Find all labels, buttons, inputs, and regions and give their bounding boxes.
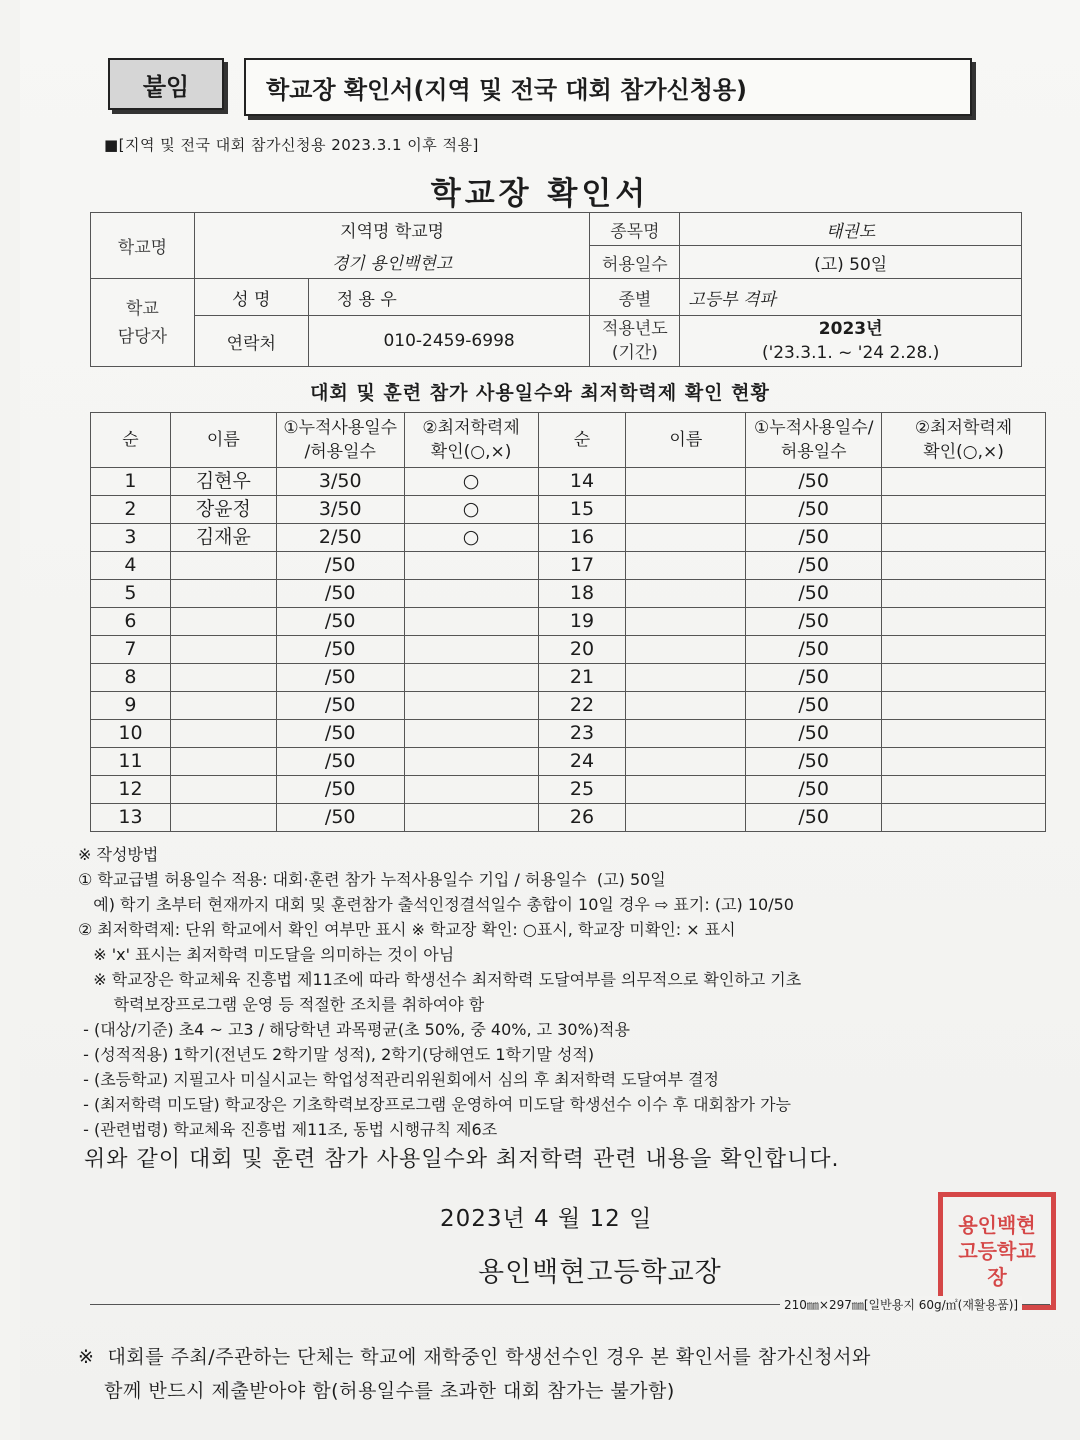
period-range: ('23.3.1. ~ '24 2.28.) <box>761 343 940 363</box>
row-no: 4 <box>91 552 171 580</box>
instruction-line: - (관련법령) 학교체육 진흥법 제11조, 동법 시행규칙 제6조 <box>78 1120 498 1139</box>
row-no: 5 <box>91 580 171 608</box>
row-name <box>170 692 276 720</box>
row-name <box>170 664 276 692</box>
table-row <box>91 664 1046 692</box>
header-min-left <box>404 413 538 468</box>
table-row <box>91 580 1046 608</box>
header-min-left-line1: ②최저학력제 <box>422 418 520 438</box>
row-name <box>170 608 276 636</box>
header-min-right-line2: 확인(○,×) <box>923 442 1004 462</box>
instruction-line: ※ 'x' 표시는 최저학력 미도달을 의미하는 것이 아님 <box>78 945 455 964</box>
table-row <box>91 468 1046 496</box>
header-name-right: 이름 <box>626 413 746 468</box>
submission-note <box>78 1340 871 1408</box>
name-value: 정 용 우 <box>308 279 590 316</box>
row-min <box>882 664 1046 692</box>
row-min <box>404 692 538 720</box>
row-min <box>882 692 1046 720</box>
table-row <box>91 692 1046 720</box>
row-days: /50 <box>746 580 882 608</box>
row-days: /50 <box>276 580 404 608</box>
row-days: /50 <box>276 776 404 804</box>
row-days: /50 <box>276 552 404 580</box>
row-min <box>882 580 1046 608</box>
row-no: 1 <box>91 468 171 496</box>
manager-label-line2: 담당자 <box>117 326 168 347</box>
paper-spec: 210㎜×297㎜[일반용지 60g/㎡(재활용품)] <box>780 1296 1022 1313</box>
row-name: 김재윤 <box>170 524 276 552</box>
row-name <box>626 720 746 748</box>
period-year: 2023년 <box>818 319 883 339</box>
table-row <box>91 552 1046 580</box>
row-days: /50 <box>276 608 404 636</box>
table-row <box>91 776 1046 804</box>
row-no: 10 <box>91 720 171 748</box>
row-name <box>170 580 276 608</box>
row-days: /50 <box>746 524 882 552</box>
row-name <box>170 776 276 804</box>
submission-note-line2: 함께 반드시 제출받아야 함(허용일수를 초과한 대회 참가는 불가함) <box>78 1380 675 1402</box>
instruction-line: - (초등학교) 지필고사 미실시교는 학업성적관리위원회에서 심의 후 최저학력 도달여부 결정 <box>78 1070 719 1089</box>
row-days: /50 <box>276 720 404 748</box>
row-no: 6 <box>91 608 171 636</box>
row-days: /50 <box>276 748 404 776</box>
event-value: 태권도 <box>680 213 1022 246</box>
row-no: 7 <box>91 636 171 664</box>
row-days: /50 <box>746 804 882 832</box>
row-min <box>882 636 1046 664</box>
region-school-label: 지역명 학교명 <box>194 213 590 246</box>
row-no: 25 <box>538 776 626 804</box>
table-row <box>91 636 1046 664</box>
row-name: 장윤정 <box>170 496 276 524</box>
info-table <box>90 212 1022 367</box>
row-min <box>882 720 1046 748</box>
row-min <box>882 804 1046 832</box>
row-no: 16 <box>538 524 626 552</box>
row-no: 9 <box>91 692 171 720</box>
row-no: 12 <box>91 776 171 804</box>
participation-rows <box>91 468 1046 832</box>
header-days-left <box>276 413 404 468</box>
row-name: 김현우 <box>170 468 276 496</box>
row-no: 26 <box>538 804 626 832</box>
row-min <box>882 496 1046 524</box>
row-no: 11 <box>91 748 171 776</box>
header-days-right-line1: ①누적사용일수/ <box>753 418 874 438</box>
row-min <box>404 580 538 608</box>
document-heading: 학교장 확인서(지역 및 전국 대회 참가신청용) <box>244 58 972 116</box>
official-seal <box>938 1192 1056 1310</box>
row-days: /50 <box>746 636 882 664</box>
name-label: 성 명 <box>194 279 308 316</box>
row-no: 15 <box>538 496 626 524</box>
row-min <box>882 608 1046 636</box>
period-value <box>680 316 1022 367</box>
row-no: 3 <box>91 524 171 552</box>
table-row <box>91 608 1046 636</box>
row-no: 20 <box>538 636 626 664</box>
row-no: 23 <box>538 720 626 748</box>
row-min: ○ <box>404 496 538 524</box>
header-days-left-line2: /허용일수 <box>304 442 376 462</box>
header-min-left-line2: 확인(○,×) <box>430 442 512 462</box>
school-value: 경기 용인백현고 <box>194 246 590 279</box>
instruction-line: ② 최저학력제: 단위 학교에서 확인 여부만 표시 ※ 학교장 확인: ○표시, 학교장 미확인: × 표시 <box>78 920 736 939</box>
attachment-tag: 붙임 <box>108 58 224 110</box>
instruction-line: 예) 학기 초부터 현재까지 대회 및 훈련참가 출석인정결석일수 총합이 10일 경우 ⇨ 표기: (고) 10/50 <box>78 895 794 914</box>
principal-signature: 용인백현고등학교장 <box>478 1257 722 1288</box>
row-no: 22 <box>538 692 626 720</box>
instructions <box>78 842 1058 1142</box>
category-label: 종별 <box>590 279 680 316</box>
event-label: 종목명 <box>590 213 680 246</box>
row-name <box>170 748 276 776</box>
row-name <box>626 664 746 692</box>
row-no: 2 <box>91 496 171 524</box>
row-days: /50 <box>746 748 882 776</box>
period-label-line2: (기간) <box>611 343 658 363</box>
row-days: 3/50 <box>276 496 404 524</box>
issue-date: 2023년 4 월 12 일 <box>440 1206 653 1232</box>
row-min: ○ <box>404 524 538 552</box>
instruction-line: ※ 학교장은 학교체육 진흥법 제11조에 따라 학생선수 최저학력 도달여부를 의무적으로 확인하고 기초 <box>78 970 802 989</box>
row-name <box>170 552 276 580</box>
row-name <box>626 692 746 720</box>
seal-text: 용인백현고등학교장 <box>958 1213 1036 1289</box>
row-days: /50 <box>746 776 882 804</box>
header-days-left-line1: ①누적사용일수 <box>283 418 398 438</box>
row-name <box>626 776 746 804</box>
school-label: 학교명 <box>91 213 195 279</box>
row-min: ○ <box>404 468 538 496</box>
row-min <box>404 664 538 692</box>
row-name <box>170 720 276 748</box>
row-days: /50 <box>746 664 882 692</box>
row-days: /50 <box>746 692 882 720</box>
instruction-line: ※ 작성방법 <box>78 845 159 864</box>
row-name <box>626 552 746 580</box>
header-name-left: 이름 <box>170 413 276 468</box>
row-name <box>626 580 746 608</box>
manager-label <box>91 279 195 367</box>
table-row <box>91 496 1046 524</box>
period-label <box>590 316 680 367</box>
row-days: /50 <box>746 608 882 636</box>
instruction-line: - (대상/기준) 초4 ~ 고3 / 해당학년 과목평균(초 50%, 중 40%, 고 30%)적용 <box>78 1020 630 1039</box>
row-min <box>404 748 538 776</box>
row-name <box>626 524 746 552</box>
section-title: 대회 및 훈련 참가 사용일수와 최저학력제 확인 현황 <box>310 382 770 404</box>
row-min <box>882 748 1046 776</box>
row-no: 19 <box>538 608 626 636</box>
row-days: 2/50 <box>276 524 404 552</box>
row-min <box>882 468 1046 496</box>
table-row <box>91 748 1046 776</box>
row-min <box>404 636 538 664</box>
instruction-line: - (최저학력 미도달) 학교장은 기초학력보장프로그램 운영하여 미도달 학생선수 이수 후 대회참가 가능 <box>78 1095 791 1114</box>
row-no: 14 <box>538 468 626 496</box>
category-value: 고등부 격파 <box>680 279 1022 316</box>
row-name <box>626 804 746 832</box>
row-no: 17 <box>538 552 626 580</box>
row-days: /50 <box>746 496 882 524</box>
row-days: /50 <box>276 804 404 832</box>
row-name <box>170 636 276 664</box>
row-no: 18 <box>538 580 626 608</box>
row-name <box>626 748 746 776</box>
row-days: /50 <box>746 720 882 748</box>
row-min <box>404 776 538 804</box>
row-days: /50 <box>746 468 882 496</box>
table-row <box>91 720 1046 748</box>
contact-value: 010-2459-6998 <box>308 316 590 367</box>
row-min <box>882 776 1046 804</box>
header-days-right <box>746 413 882 468</box>
manager-label-line1: 학교 <box>126 298 159 319</box>
header-no-left: 순 <box>91 413 171 468</box>
confirmation-statement: 위와 같이 대회 및 훈련 참가 사용일수와 최저학력 관련 내용을 확인합니다. <box>84 1147 840 1172</box>
header-days-right-line2: 허용일수 <box>780 442 847 462</box>
row-name <box>626 468 746 496</box>
row-name <box>626 636 746 664</box>
participation-table <box>90 412 1046 832</box>
row-days: 3/50 <box>276 468 404 496</box>
contact-label: 연락처 <box>194 316 308 367</box>
row-min <box>404 608 538 636</box>
row-no: 8 <box>91 664 171 692</box>
table-row <box>91 524 1046 552</box>
table-row <box>91 804 1046 832</box>
row-days: /50 <box>276 692 404 720</box>
row-name <box>626 608 746 636</box>
row-no: 21 <box>538 664 626 692</box>
row-min <box>404 720 538 748</box>
period-label-line1: 적용년도 <box>602 319 668 339</box>
row-name <box>170 804 276 832</box>
header-min-right <box>882 413 1046 468</box>
instruction-line: 학력보장프로그램 운영 등 적절한 조치를 취하여야 함 <box>78 995 485 1014</box>
allowed-days-value: (고) 50일 <box>680 246 1022 279</box>
row-min <box>882 552 1046 580</box>
header-no-right: 순 <box>538 413 626 468</box>
applicability-note: ■[지역 및 전국 대회 참가신청용 2023.3.1 이후 적용] <box>104 136 479 154</box>
row-min <box>404 552 538 580</box>
row-days: /50 <box>276 664 404 692</box>
row-min <box>882 524 1046 552</box>
instruction-line: - (성적적용) 1학기(전년도 2학기말 성적), 2학기(당해연도 1학기말 성적) <box>78 1045 595 1064</box>
row-no: 24 <box>538 748 626 776</box>
header-min-right-line1: ②최저학력제 <box>914 418 1013 438</box>
main-title: 학교장 확인서 <box>430 176 650 212</box>
row-days: /50 <box>276 636 404 664</box>
row-min <box>404 804 538 832</box>
allowed-days-label: 허용일수 <box>590 246 680 279</box>
instruction-line: ① 학교급별 허용일수 적용: 대회·훈련 참가 누적사용일수 기입 / 허용일수 (고) 50일 <box>78 870 666 889</box>
submission-note-line1: ※ 대회를 주최/주관하는 단체는 학교에 재학중인 학생선수인 경우 본 확인서를 참가신청서와 <box>78 1346 871 1368</box>
row-days: /50 <box>746 552 882 580</box>
row-name <box>626 496 746 524</box>
row-no: 13 <box>91 804 171 832</box>
